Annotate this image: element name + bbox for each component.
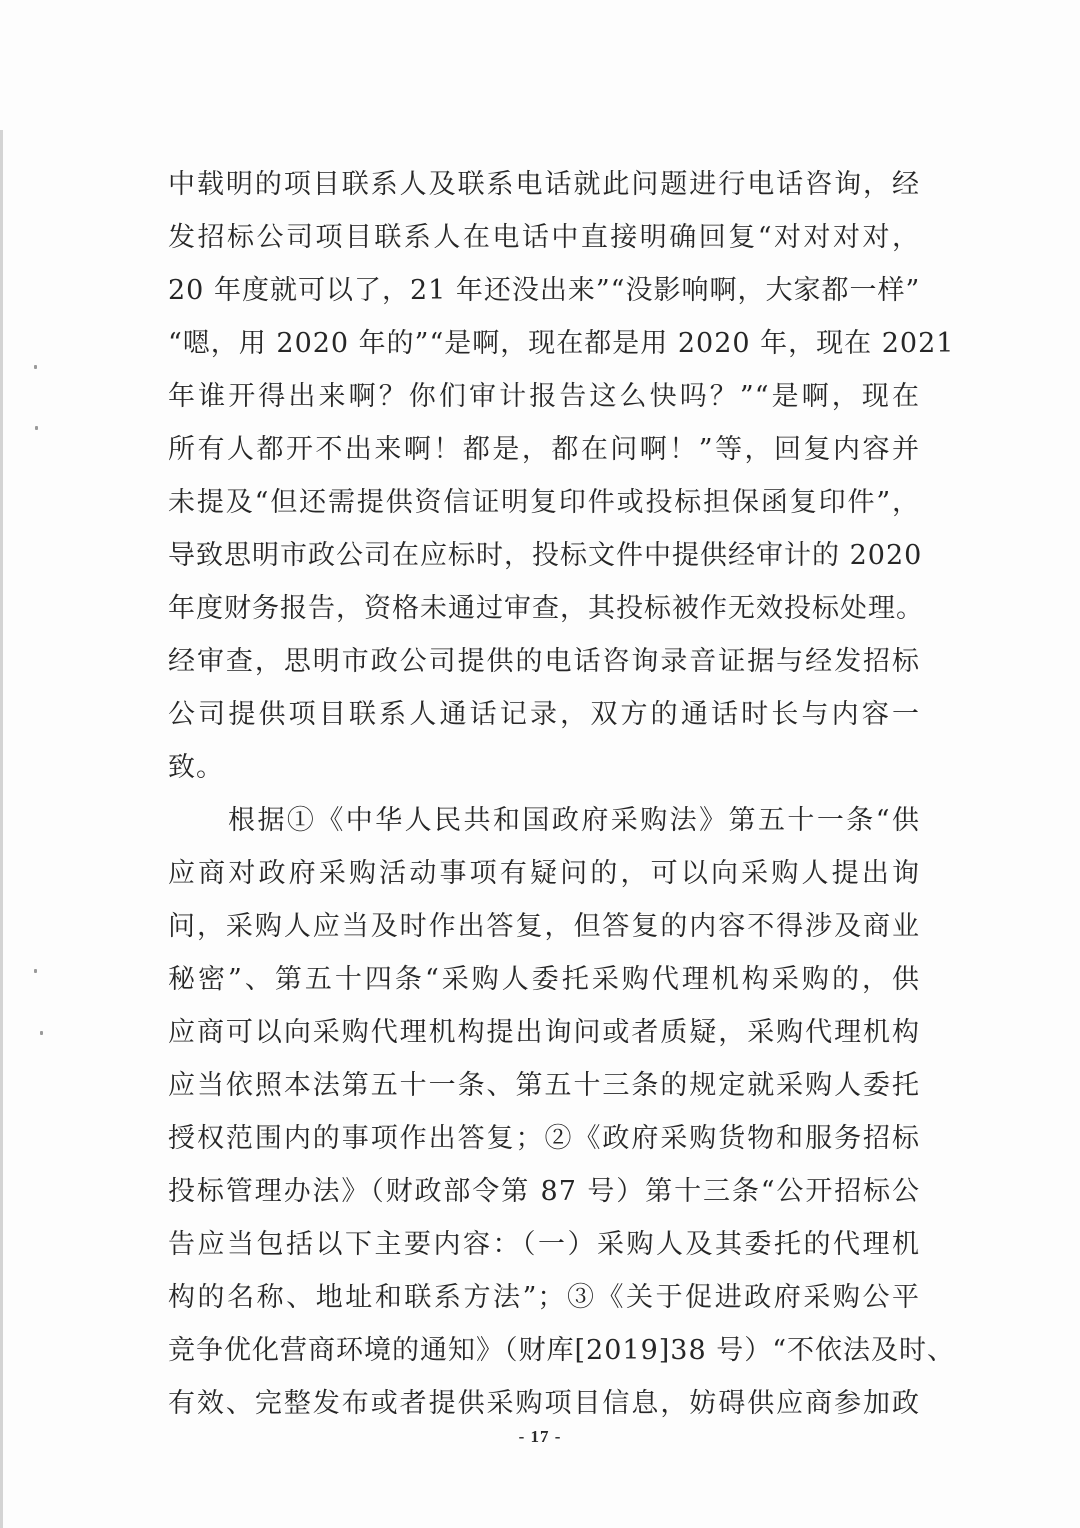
text-line: “嗯，用 2020 年的”“是啊，现在都是用 2020 年，现在 2021 — [168, 328, 955, 359]
text-line: 应当依照本法第五十一条、第五十三条的规定就采购人委托 — [168, 1070, 920, 1101]
scan-artifact — [35, 426, 38, 430]
text-line: 告应当包括以下主要内容：（一）采购人及其委托的代理机 — [168, 1229, 920, 1260]
paragraph-2 — [168, 794, 956, 1430]
scan-artifact — [34, 365, 37, 369]
text-line: 秘密”、第五十四条“采购人委托采购代理机构采购的，供 — [168, 964, 920, 995]
text-line: 经审查，思明市政公司提供的电话咨询录音证据与经发招标 — [168, 646, 920, 677]
text-line: 公司提供项目联系人通话记录，双方的通话时长与内容一 — [168, 699, 920, 730]
text-line: 根据①《中华人民共和国政府采购法》第五十一条“供 — [228, 805, 920, 836]
text-line: 年度财务报告，资格未通过审查，其投标被作无效投标处理。 — [168, 593, 924, 624]
text-line: 投标管理办法》（财政部令第 87 号）第十三条“公开招标公 — [168, 1176, 920, 1207]
scan-artifact — [34, 969, 37, 973]
scan-artifact — [40, 1031, 43, 1035]
text-line: 所有人都开不出来啊！都是，都在问啊！”等，回复内容并 — [168, 434, 920, 465]
text-line: 有效、完整发布或者提供采购项目信息，妨碍供应商参加政 — [168, 1388, 920, 1419]
text-line: 导致思明市政公司在应标时，投标文件中提供经审计的 2020 — [168, 540, 923, 571]
document-body — [168, 158, 956, 1430]
text-line: 竞争优化营商环境的通知》（财库[2019]38 号）“不依法及时、 — [168, 1335, 956, 1366]
text-line: 未提及“但还需提供资信证明复印件或投标担保函复印件”， — [168, 487, 920, 518]
text-line: 应商对政府采购活动事项有疑问的，可以向采购人提出询 — [168, 858, 920, 889]
text-line: 构的名称、地址和联系方法”；③《关于促进政府采购公平 — [168, 1282, 920, 1313]
text-line: 致。 — [168, 752, 224, 783]
text-line: 年谁开得出来啊？你们审计报告这么快吗？”“是啊，现在 — [168, 381, 920, 412]
text-line: 发招标公司项目联系人在电话中直接明确回复“对对对对， — [168, 222, 920, 253]
paragraph-1 — [168, 158, 955, 794]
text-line: 问，采购人应当及时作出答复，但答复的内容不得涉及商业 — [168, 911, 920, 942]
scan-page-edge — [0, 130, 3, 1528]
text-line: 20 年度就可以了，21 年还没出来”“没影响啊，大家都一样” — [168, 275, 921, 306]
page-number: - 17 - — [518, 1427, 562, 1446]
text-line: 中载明的项目联系人及联系电话就此问题进行电话咨询，经 — [168, 169, 920, 200]
text-line: 授权范围内的事项作出答复；②《政府采购货物和服务招标 — [168, 1123, 920, 1154]
text-line: 应商可以向采购代理机构提出询问或者质疑，采购代理机构 — [168, 1017, 920, 1048]
